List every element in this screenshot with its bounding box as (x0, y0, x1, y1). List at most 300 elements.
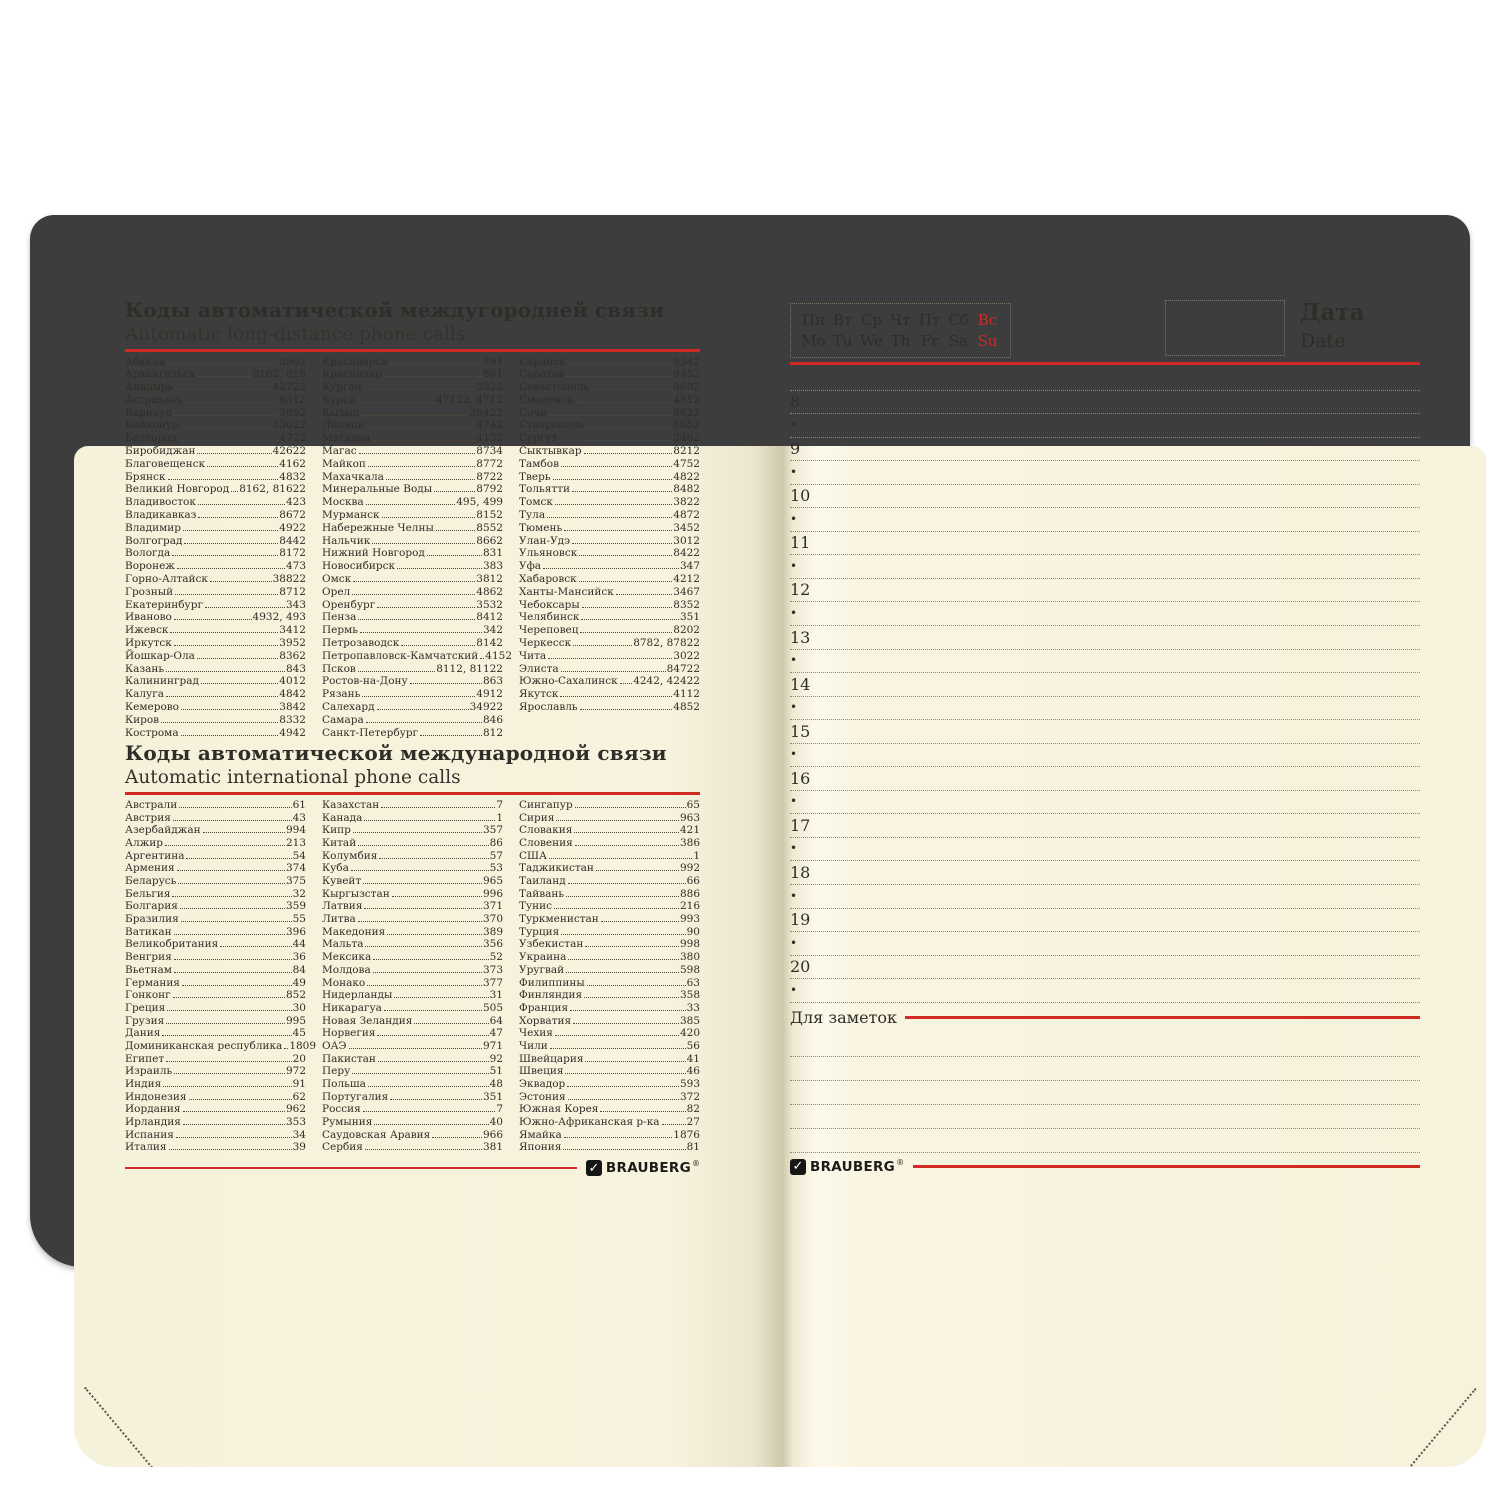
entry-name: Мурманск (322, 509, 380, 522)
entry-code: 82 (686, 1103, 700, 1116)
hour-row (790, 438, 1420, 462)
international-codes-section (125, 741, 700, 1154)
entry-name: Вьетнам (125, 963, 172, 976)
dot-leader (384, 1010, 482, 1011)
phone-entry (519, 547, 700, 560)
entry-code: 3902 (279, 355, 306, 368)
entry-code: 4242, 42422 (633, 675, 700, 688)
entry-code: 8452 (673, 368, 700, 381)
rule-row (790, 365, 1420, 391)
entry-code: 351 (482, 1090, 503, 1103)
right-page-footer (790, 1158, 1420, 1176)
entry-name: Самара (322, 713, 364, 726)
entry-code: 375 (285, 875, 306, 888)
dot-leader (349, 1048, 482, 1049)
dot-leader (620, 683, 633, 684)
entry-code: 8712 (279, 585, 306, 598)
entry-code: 64 (489, 1014, 503, 1027)
dot-leader (174, 972, 292, 973)
dot-leader (197, 376, 251, 377)
entry-name: Великий Новгород (125, 483, 230, 496)
entry-name: Горно-Алтайск (125, 573, 208, 586)
entry-name: ОАЭ (322, 1039, 347, 1052)
phone-entry (322, 1002, 503, 1015)
entry-name: Магас (322, 445, 357, 458)
entry-code: 8202 (673, 624, 700, 637)
left-page (125, 298, 700, 1177)
entry-name: Ульяновск (519, 547, 578, 560)
dot-leader (358, 921, 482, 922)
entry-name: Польша (322, 1078, 366, 1091)
bullet-row (790, 555, 1420, 579)
phone-entry (125, 432, 306, 445)
phone-entry (125, 926, 306, 939)
hour-row (790, 861, 1420, 885)
entry-code: 56 (686, 1039, 700, 1052)
phone-entry (322, 483, 503, 496)
entry-code: 846 (482, 713, 503, 726)
phone-entry (125, 688, 306, 701)
entry-code: 593 (679, 1078, 700, 1091)
entry-name: Канада (322, 811, 363, 824)
dot-leader (176, 1137, 292, 1138)
entry-code: 992 (679, 862, 700, 875)
dot-leader (352, 1073, 488, 1074)
entry-code: 7 (496, 798, 503, 811)
entry-name: Испания (125, 1128, 174, 1141)
entry-name: Чита (519, 649, 547, 662)
entry-code: 8772 (476, 457, 503, 470)
phone-entry (322, 509, 503, 522)
phone-entry (125, 1053, 306, 1066)
phone-entry (125, 483, 306, 496)
hour-row (790, 956, 1420, 980)
entry-code: 358 (679, 989, 700, 1002)
weekday-label: Th (890, 332, 911, 350)
entry-name: Армения (125, 862, 175, 875)
entry-name: Томск (519, 496, 553, 509)
entry-name: Пермь (322, 624, 358, 637)
entry-name: Грозный (125, 585, 174, 598)
dot-leader (377, 1035, 488, 1036)
dot-leader (364, 820, 495, 821)
entry-name: Улан-Удэ (519, 534, 570, 547)
dot-leader (373, 440, 476, 441)
entry-name: Тула (519, 509, 546, 522)
dot-leader (366, 504, 456, 505)
entry-name: Красноярск (322, 355, 389, 368)
entry-name: Чехия (519, 1027, 553, 1040)
entry-name: Вологда (125, 547, 171, 560)
phone-entry (519, 1065, 700, 1078)
entry-code: 42722 (272, 381, 306, 394)
dot-leader (180, 908, 285, 909)
entry-name: Астрахань (125, 393, 183, 406)
entry-name: Индия (125, 1078, 162, 1091)
entry-name: Болгария (125, 900, 178, 913)
entry-code: 861 (482, 368, 503, 381)
entry-name: Россия (322, 1103, 361, 1116)
phone-entry (519, 688, 700, 701)
entry-code: 61 (292, 798, 306, 811)
hour-label: 19 (790, 910, 811, 930)
entry-code: 371 (482, 900, 503, 913)
hour-row (790, 673, 1420, 697)
entry-name: Кызыл (322, 406, 360, 419)
entry-code: 7 (496, 1103, 503, 1116)
weekday-label: We (859, 332, 884, 350)
hour-label: 11 (790, 533, 811, 553)
entry-code: 8142 (476, 637, 503, 650)
dot-leader (197, 453, 271, 454)
entry-code: 4942 (279, 726, 306, 739)
entry-name: Рязань (322, 688, 361, 701)
dot-leader (205, 607, 285, 608)
dot-leader (549, 858, 692, 859)
entry-code: 3452 (673, 521, 700, 534)
entry-name: Благовещенск (125, 457, 206, 470)
note-line (790, 1129, 1420, 1153)
phone-entry (322, 926, 503, 939)
phone-entry (125, 381, 306, 394)
entry-code: 374 (285, 862, 306, 875)
phone-entry (322, 522, 503, 535)
hour-label: 16 (790, 768, 811, 788)
weekday-label: Fr (920, 332, 939, 350)
entry-code: 342 (482, 624, 503, 637)
dot-leader (178, 883, 285, 884)
entry-code: 377 (482, 976, 503, 989)
entry-code: 389 (482, 925, 503, 938)
domestic-codes-section (125, 298, 700, 739)
entry-code: 40 (489, 1116, 503, 1129)
phone-entry (322, 496, 503, 509)
phone-entry (322, 1091, 503, 1104)
dot-leader (587, 985, 686, 986)
dot-leader (566, 896, 679, 897)
dot-leader (568, 883, 686, 884)
registered-mark: ® (896, 1157, 905, 1167)
dot-leader (167, 364, 278, 365)
phone-entry (519, 445, 700, 458)
phone-entry (519, 483, 700, 496)
entry-code: 84 (292, 963, 306, 976)
entry-code: 47122, 4712 (436, 393, 503, 406)
dot-leader (181, 921, 292, 922)
entry-code: 420 (679, 1027, 700, 1040)
entry-name: Кемерово (125, 701, 179, 714)
dot-leader (556, 820, 679, 821)
phone-entry (322, 951, 503, 964)
phone-entry (519, 1040, 700, 1053)
international-column-2 (322, 799, 503, 1154)
phone-entry (125, 862, 306, 875)
entry-code: 32 (292, 887, 306, 900)
entry-name: Новосибирск (322, 560, 396, 573)
entry-name: Иркутск (125, 637, 172, 650)
dot-leader (560, 696, 672, 697)
entry-name: Санкт-Петербург (322, 726, 419, 739)
entry-code: 8352 (673, 598, 700, 611)
bullet-row (790, 932, 1420, 956)
bullet-dot: • (790, 464, 798, 479)
phone-entry (322, 586, 503, 599)
phone-entry (519, 875, 700, 888)
international-code-list (125, 799, 700, 1154)
phone-entry (322, 368, 503, 381)
phone-entry (519, 977, 700, 990)
dot-leader (579, 555, 672, 556)
dot-leader (564, 530, 672, 531)
entry-code: 8552 (476, 521, 503, 534)
entry-code: 39 (292, 1141, 306, 1154)
phone-entry (519, 926, 700, 939)
entry-code: 3842 (279, 701, 306, 714)
dot-leader (434, 491, 475, 492)
phone-entry (519, 560, 700, 573)
dot-leader (580, 709, 673, 710)
entry-name: Южно-Сахалинск (519, 675, 618, 688)
phone-entry (125, 599, 306, 612)
phone-entry (322, 688, 503, 701)
dot-leader (373, 972, 482, 973)
dot-leader (175, 389, 271, 390)
phone-entry (519, 1078, 700, 1091)
entry-code: 4912 (476, 688, 503, 701)
phone-entry (125, 837, 306, 850)
phone-entry (125, 675, 306, 688)
dot-leader (174, 959, 292, 960)
dot-leader (480, 658, 484, 659)
entry-name: Тайвань (519, 887, 565, 900)
entry-code: 4862 (476, 585, 503, 598)
hour-row (790, 626, 1420, 650)
entry-name: Австрали (125, 798, 178, 811)
phone-entry (322, 850, 503, 863)
entry-code: 8512 (279, 393, 306, 406)
international-title-en: Automatic international phone calls (125, 767, 461, 789)
phone-entry (519, 368, 700, 381)
entry-code: 38822 (272, 573, 306, 586)
bullet-row (790, 414, 1420, 438)
entry-name: Курск (322, 393, 356, 406)
dot-leader (169, 1149, 292, 1150)
phone-entry (322, 675, 503, 688)
entry-code: 216 (679, 900, 700, 913)
phone-entry (519, 1116, 700, 1129)
entry-code: 8362 (279, 649, 306, 662)
dot-leader (566, 972, 679, 973)
weekday-label: Su (977, 332, 998, 350)
weekday-label: Ср (860, 311, 883, 329)
entry-name: Италия (125, 1141, 167, 1154)
dot-leader (363, 1111, 496, 1112)
phone-entry (519, 989, 700, 1002)
brauberg-check-icon: ✓ (790, 1159, 806, 1175)
dot-leader (584, 997, 679, 998)
entry-code: 8112, 81122 (436, 662, 503, 675)
entry-name: Египет (125, 1052, 165, 1065)
phone-entry (519, 799, 700, 812)
entry-code: 380 (679, 951, 700, 964)
red-rule (125, 792, 700, 795)
bullet-dot: • (790, 417, 798, 432)
entry-name: Аргентина (125, 849, 185, 862)
phone-entry (125, 496, 306, 509)
entry-name: Латвия (322, 900, 363, 913)
phone-entry (322, 799, 503, 812)
weekday-label: Чт (890, 311, 911, 329)
phone-entry (322, 573, 503, 586)
entry-code: 1 (693, 849, 700, 862)
entry-name: Гонконг (125, 989, 171, 1002)
entry-name: Ирландия (125, 1116, 181, 1129)
entry-name: Брянск (125, 470, 166, 483)
phone-entry (519, 624, 700, 637)
dot-leader (386, 479, 475, 480)
dot-leader (567, 1086, 679, 1087)
dot-leader (203, 832, 285, 833)
entry-code: 8782, 87822 (633, 637, 700, 650)
entry-name: США (519, 849, 547, 862)
entry-code: 3412 (279, 624, 306, 637)
note-line (790, 1057, 1420, 1081)
entry-code: 1876 (673, 1128, 700, 1141)
red-rule (913, 1165, 1420, 1168)
domestic-title-ru: Коды автоматической междугородней связи (125, 298, 665, 322)
phone-entry (519, 599, 700, 612)
entry-name: Финляндия (519, 989, 583, 1002)
entry-code: 8652 (673, 419, 700, 432)
dot-leader (353, 581, 475, 582)
entry-name: Мексика (322, 951, 372, 964)
entry-code: 373 (482, 963, 503, 976)
phone-entry (519, 535, 700, 548)
dot-leader (173, 820, 292, 821)
entry-name: Эстония (519, 1090, 566, 1103)
entry-name: Мальта (322, 938, 364, 951)
entry-name: Чили (519, 1039, 548, 1052)
entry-code: 473 (285, 560, 306, 573)
phone-entry (125, 938, 306, 951)
entry-code: 62 (292, 1090, 306, 1103)
dot-leader (573, 1023, 679, 1024)
phone-entry (322, 1116, 503, 1129)
entry-code: 3012 (673, 534, 700, 547)
entry-code: 84722 (666, 662, 700, 675)
dot-leader (365, 946, 481, 947)
entry-name: Хабаровск (519, 573, 577, 586)
dot-leader (559, 440, 672, 441)
bullet-row (790, 744, 1420, 768)
phone-entry (519, 951, 700, 964)
dot-leader (174, 645, 278, 646)
hour-label: 10 (790, 486, 811, 506)
dot-leader (564, 1137, 673, 1138)
dot-leader (586, 427, 673, 428)
dot-leader (165, 845, 285, 846)
phone-entry (322, 964, 503, 977)
phone-entry (322, 356, 503, 369)
phone-entry (322, 875, 503, 888)
dot-leader (579, 581, 673, 582)
entry-code: 3812 (476, 573, 503, 586)
entry-name: Нидерланды (322, 989, 393, 1002)
dot-leader (384, 376, 482, 377)
entry-code: 4822 (673, 470, 700, 483)
entry-name: Набережные Челны (322, 521, 434, 534)
weekday-label: Пт (918, 311, 941, 329)
dot-leader (585, 946, 679, 947)
corner-stitch-mark-right (1406, 1388, 1477, 1467)
bullet-dot: • (790, 653, 798, 668)
dot-leader (174, 934, 285, 935)
date-label-ru: Дата (1300, 299, 1365, 326)
entry-name: Швейцария (519, 1052, 584, 1065)
entry-code: 31 (489, 989, 503, 1002)
dot-leader (548, 658, 672, 659)
phone-entry (519, 1129, 700, 1142)
bullet-row (790, 791, 1420, 815)
phone-entry (322, 419, 503, 432)
dot-leader (394, 997, 488, 998)
phone-entry (322, 432, 503, 445)
dot-leader (359, 453, 476, 454)
dot-leader (575, 807, 686, 808)
entry-name: Челябинск (519, 611, 580, 624)
dot-leader (573, 645, 632, 646)
dot-leader (553, 479, 673, 480)
dot-leader (177, 870, 285, 871)
bullet-dot: • (790, 841, 798, 856)
phone-entry (519, 837, 700, 850)
dot-leader (382, 517, 476, 518)
phone-entry (519, 356, 700, 369)
weekday-box (790, 303, 1011, 358)
phone-entry (125, 407, 306, 420)
dot-leader (414, 1023, 488, 1024)
phone-entry (519, 394, 700, 407)
phone-entry (322, 1065, 503, 1078)
dot-leader (181, 735, 279, 736)
dot-leader (387, 934, 482, 935)
entry-name: Дания (125, 1027, 161, 1040)
phone-entry (125, 471, 306, 484)
entry-name: Куба (322, 862, 349, 875)
bullet-row (790, 885, 1420, 909)
phone-entry (322, 1015, 503, 1028)
phone-entry (519, 663, 700, 676)
dot-leader (174, 1073, 285, 1074)
dot-leader (591, 389, 672, 390)
red-rule (905, 1016, 1420, 1019)
dot-leader (568, 959, 679, 960)
entry-name: Турция (519, 925, 560, 938)
phone-entry (125, 611, 306, 624)
weekday-row-en (799, 331, 1002, 351)
phone-entry (125, 1015, 306, 1028)
phone-entry (322, 535, 503, 548)
entry-name: Монако (322, 976, 366, 989)
dot-leader (662, 1124, 686, 1125)
phone-entry (322, 938, 503, 951)
entry-code: 8482 (673, 483, 700, 496)
phone-entry (519, 611, 700, 624)
dot-leader (186, 858, 291, 859)
dot-leader (351, 870, 489, 871)
phone-entry (322, 862, 503, 875)
dot-leader (179, 807, 291, 808)
